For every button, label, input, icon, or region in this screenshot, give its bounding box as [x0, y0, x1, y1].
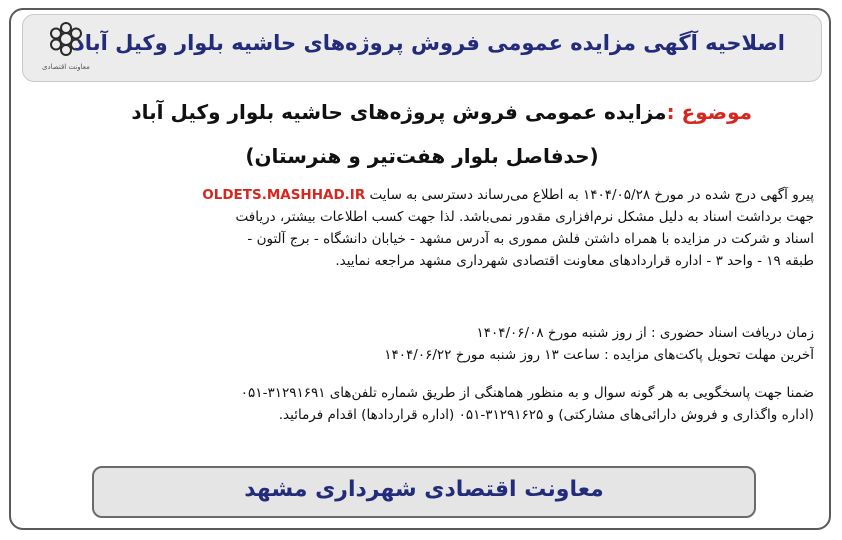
subject-subtitle: (حدفاصل بلوار هفت‌تیر و هنرستان) [245, 144, 599, 168]
contact-block [30, 382, 814, 426]
deadline-date: آخرین مهلت تحویل پاکت‌های مزایده : ساعت ۱۳ روز شنبه مورخ ۱۴۰۴/۰۶/۲۲ [384, 347, 814, 363]
main-paragraph [30, 184, 814, 272]
subject-line [131, 100, 752, 124]
website-link[interactable]: OLDETS.MASHHAD.IR [202, 187, 366, 203]
footer-banner [92, 466, 756, 518]
subject-label: موضوع : [666, 100, 752, 124]
paragraph-line-4: طبقه ۱۹ - واحد ۳ - اداره قراردادهای معاونت اقتصادی شهرداری مشهد مراجعه نمایید. [335, 253, 814, 269]
notice-header [22, 14, 822, 82]
notice-title: اصلاحیه آگهی مزایده عمومی فروش پروژه‌های حاشیه بلوار وکیل آباد [74, 31, 785, 55]
footer-text: معاونت اقتصادی شهرداری مشهد [244, 477, 604, 502]
notice-body [22, 92, 822, 454]
contact-line-1: ضمنا جهت پاسخگویی به هر گونه سوال و به منظور هماهنگی از طریق شماره تلفن‌های ۳۱۲۹۱۶۹۱-۰۵۱ [240, 385, 814, 401]
receive-date: زمان دریافت اسناد حضوری : از روز شنبه مورخ ۱۴۰۴/۰۶/۰۸ [476, 325, 814, 341]
paragraph-line-1-text: پیرو آگهی درج شده در مورخ ۱۴۰۴/۰۵/۲۸ به اطلاع می‌رساند دسترسی به سایت [369, 187, 814, 203]
paragraph-line-2: جهت برداشت اسناد به دلیل مشکل نرم‌افزاری مقدور نمی‌باشد. لذا جهت کسب اطلاعات بیشتر، دریافت [235, 209, 814, 225]
contact-line-2: (اداره واگذاری و فروش دارائی‌های مشارکتی) و ۳۱۲۹۱۶۲۵-۰۵۱ (اداره قراردادها) اقدام فرمائید. [278, 407, 814, 423]
subject-text: مزایده عمومی فروش پروژه‌های حاشیه بلوار وکیل آباد [131, 100, 667, 124]
logo-caption: معاونت اقتصادی [42, 63, 90, 71]
paragraph-line-1 [30, 184, 814, 206]
dates-block [30, 322, 814, 366]
paragraph-line-3: اسناد و شرکت در مزایده با همراه داشتن فلش مموری به آدرس مشهد - خیابان دانشگاه - برج آلتون - [247, 231, 814, 247]
